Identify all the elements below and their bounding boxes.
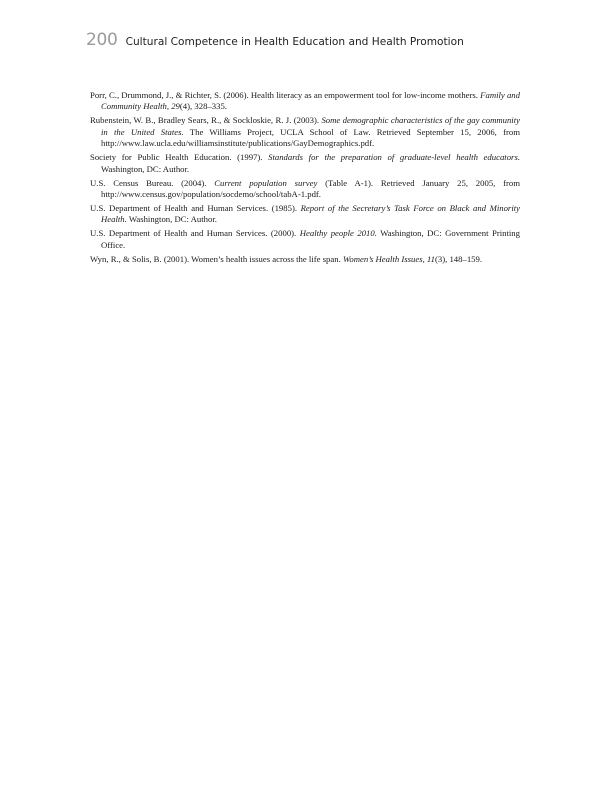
reference-text: Washington, DC: Author.: [126, 214, 217, 225]
reference-entry: [90, 152, 520, 175]
reference-text: Porr, C., Drummond, J., & Richter, S. (2006). Health literacy as an empowerment tool for low-income mothers.: [90, 90, 481, 100]
reference-text: (4), 328–335.: [179, 101, 227, 112]
reference-italic: Women’s Health Issues, 11: [342, 253, 435, 264]
running-head: [86, 30, 556, 50]
reference-text: U.S. Department of Health and Human Services. (1985).: [90, 203, 301, 214]
reference-text: Wyn, R., & Solis, B. (2001). Women’s health issues across the life span.: [90, 253, 343, 264]
reference-text: (Table A-1). Retrieved January 25, 2005, from http://www.census.gov/population/socdemo/school/tabA-1.pdf.: [101, 177, 521, 200]
page-number: 200: [86, 30, 118, 50]
reference-text: Washington, DC: Government Printing Office.: [101, 228, 520, 250]
reference-list: [90, 90, 520, 268]
reference-text: Rubenstein, W. B., Bradley Sears, R., & Sockloskie, R. J. (2003).: [90, 115, 322, 126]
reference-entry: [90, 90, 520, 113]
reference-italic: Healthy people 2010.: [299, 228, 377, 239]
reference-text: The Williams Project, UCLA School of Law. Retrieved September 15, 2006, from http://www.law.ucla.edu/williamsinstitute/publications/GayDemographics.pdf.: [101, 126, 520, 149]
reference-text: U.S. Department of Health and Human Services. (2000).: [90, 228, 300, 239]
reference-entry: [90, 228, 520, 251]
reference-entry: [90, 178, 520, 201]
reference-entry: [90, 115, 520, 149]
reference-italic: Current population survey: [214, 177, 318, 188]
reference-entry: [90, 254, 520, 265]
reference-entry: [90, 203, 520, 226]
reference-text: U.S. Census Bureau. (2004).: [90, 177, 215, 188]
reference-text: Society for Public Health Education. (1997).: [90, 152, 269, 163]
reference-text: Washington, DC: Author.: [101, 163, 190, 174]
reference-italic: Some demographic characteristics of the gay community in the United States.: [101, 115, 520, 137]
reference-text: (3), 148–159.: [434, 253, 483, 264]
book-title: Cultural Competence in Health Education and Health Promotion: [125, 36, 464, 48]
reference-italic: Standards for the preparation of graduate-level health educators.: [268, 152, 520, 163]
reference-italic: Report of the Secretary’s Task Force on Black and Minority Health.: [101, 203, 520, 225]
reference-italic: Family and Community Health, 29: [101, 90, 520, 112]
